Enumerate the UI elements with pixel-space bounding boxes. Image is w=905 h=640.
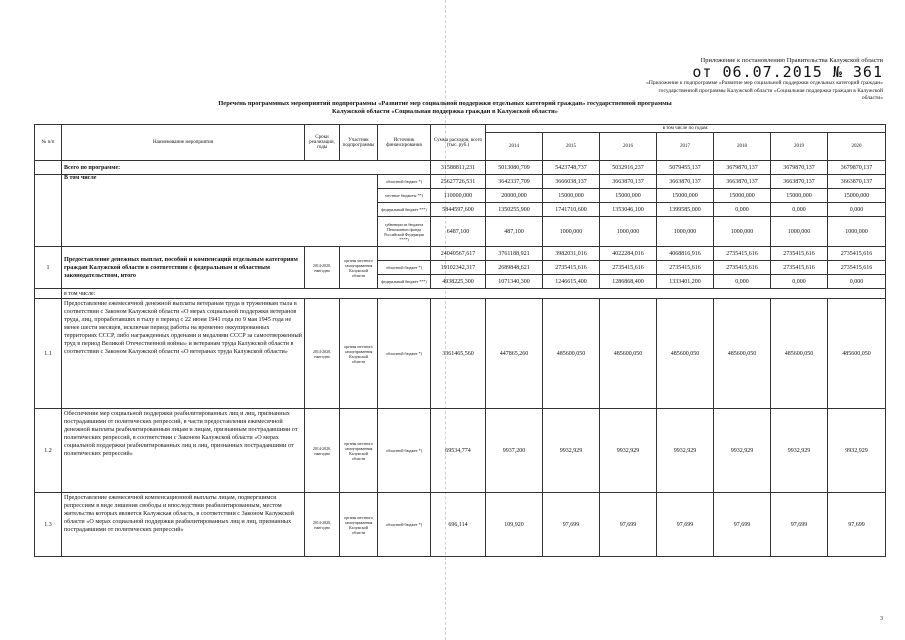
- year-header-2015: 2015: [543, 133, 600, 161]
- item-number: 1: [35, 247, 62, 289]
- total-label: Всего по программе:: [62, 161, 431, 175]
- year-value: 0,000: [771, 203, 828, 217]
- sum-cell: 4938225,300: [431, 275, 486, 289]
- year-value: 0,000: [714, 275, 771, 289]
- year-value: 3663870,137: [828, 175, 886, 189]
- year-value: 2735415,616: [600, 261, 657, 275]
- year-value: 3663870,137: [600, 175, 657, 189]
- year-value: 15000,000: [600, 189, 657, 203]
- year-value: 2735415,616: [543, 261, 600, 275]
- item-terms: 2014-2020, ежегодно: [305, 409, 340, 493]
- year-value: 3679870,137: [771, 161, 828, 175]
- year-value: 1399585,000: [657, 203, 714, 217]
- year-value: 3761188,921: [486, 247, 543, 261]
- year-header-2020: 2020: [828, 133, 886, 161]
- year-value: 5013080,709: [486, 161, 543, 175]
- subitem-row: [35, 409, 886, 493]
- item-name: Предоставление денежных выплат, пособий и компенсаций отдельным категориям граждан Калужской области в соответствии с федеральным и областным законодательством, итого: [62, 247, 305, 289]
- subitem-row: [35, 493, 886, 557]
- source-cell: областной бюджет *): [378, 493, 431, 557]
- sum-cell: 69534,774: [431, 409, 486, 493]
- sum-cell: 3361465,560: [431, 299, 486, 409]
- incl2-label: в том числе:: [62, 289, 886, 299]
- year-value: 485600,050: [714, 299, 771, 409]
- total-sum: 31588811,231: [431, 161, 486, 175]
- item-number: 1.1: [35, 299, 62, 409]
- year-value: 2735415,616: [828, 247, 886, 261]
- year-value: 2735415,616: [657, 261, 714, 275]
- source-cell: областной бюджет *): [378, 299, 431, 409]
- item-participant: органы местного самоуправления Калужской области: [340, 247, 378, 289]
- source-cell: [378, 247, 431, 261]
- subitem-row: [35, 299, 886, 409]
- year-value: 2735415,616: [771, 247, 828, 261]
- year-value: 3982031,016: [543, 247, 600, 261]
- year-value: 97,699: [543, 493, 600, 557]
- year-value: 485600,050: [771, 299, 828, 409]
- year-value: 9937,200: [486, 409, 543, 493]
- document-title: Перечень программных мероприятий подпрограммы «Развитие мер социальной поддержки отдельных категорий граждан» государственной программы Калужской области «Социальная поддержка граждан в Калужской области»: [218, 100, 672, 115]
- year-value: 15000,000: [543, 189, 600, 203]
- year-value: 97,699: [657, 493, 714, 557]
- sum-cell: 25627726,531: [431, 175, 486, 189]
- year-value: 485600,050: [828, 299, 886, 409]
- source-cell: субвенции из бюджета Пенсионного фонда Российской Федерации ****): [378, 217, 431, 247]
- year-header-2018: 2018: [714, 133, 771, 161]
- year-header-2019: 2019: [771, 133, 828, 161]
- programme-table: [34, 124, 886, 557]
- year-value: 15000,000: [714, 189, 771, 203]
- year-value: 447865,260: [486, 299, 543, 409]
- year-value: 97,699: [600, 493, 657, 557]
- year-value: 1246615,400: [543, 275, 600, 289]
- year-value: 3679870,137: [714, 161, 771, 175]
- year-value: 97,699: [771, 493, 828, 557]
- page-number: 3: [880, 616, 883, 622]
- year-value: 15000,000: [771, 189, 828, 203]
- year-value: 3663870,137: [714, 175, 771, 189]
- year-value: 1741710,600: [543, 203, 600, 217]
- cell: [35, 289, 62, 299]
- year-value: 1350255,900: [486, 203, 543, 217]
- year-value: 2735415,616: [714, 261, 771, 275]
- col-total: Сумма расходов, всего (тыс. руб.): [431, 125, 486, 161]
- year-header-2017: 2017: [657, 133, 714, 161]
- col-by-years: в том числе по годам:: [486, 125, 886, 133]
- item-participant: органы местного самоуправления Калужской области: [340, 493, 378, 557]
- year-value: 5423748,737: [543, 161, 600, 175]
- source-cell: областной бюджет *): [378, 261, 431, 275]
- year-value: 15000,000: [657, 189, 714, 203]
- year-value: 3666038,137: [543, 175, 600, 189]
- year-value: 109,920: [486, 493, 543, 557]
- item-name: Предоставление ежемесячной компенсационной выплаты лицам, подвергшимся репрессиям в виде лишения свободы и впоследствии реабилитированным, местом жительства которых является Калужская область, в соответствии с Законом Калужской области «О мерах социальной поддержки реабилитированных лиц и лиц, признанных пострадавшими от политических репрессий»: [62, 493, 305, 557]
- year-value: 1000,000: [543, 217, 600, 247]
- source-cell: федеральный бюджет ***): [378, 275, 431, 289]
- decree-number: от 06.07.2015 № 361: [692, 63, 883, 81]
- year-value: 2735415,616: [828, 261, 886, 275]
- year-value: 1000,000: [600, 217, 657, 247]
- item-participant: органы местного самоуправления Калужской области: [340, 409, 378, 493]
- approval-note: Приложение к постановлению Правительства Калужской области: [700, 57, 883, 64]
- year-value: 485600,050: [657, 299, 714, 409]
- year-value: 1000,000: [714, 217, 771, 247]
- year-value: 15000,000: [828, 189, 886, 203]
- col-num: № п/п: [35, 125, 62, 161]
- year-value: 1000,000: [771, 217, 828, 247]
- incl-label: В том числе: [62, 175, 378, 247]
- item-terms: 2014-2020, ежегодно: [305, 247, 340, 289]
- year-value: 97,699: [828, 493, 886, 557]
- year-value: 1333401,200: [657, 275, 714, 289]
- year-value: 2689848,621: [486, 261, 543, 275]
- source-cell: местные бюджеты **): [378, 189, 431, 203]
- item-participant: органы местного самоуправления Калужской области: [340, 299, 378, 409]
- item-name: Обеспечение мер социальной поддержки реабилитированных лиц и лиц, признанных пострадавшими от политических репрессий, в части предоставления ежемесячной денежной выплаты реабилитированным лицам и лицам, признанным пострадавшими от политических репрессий, в соответствии с Законом Калужской области «О мерах социальной поддержки реабилитированных лиц и лиц, признанных пострадавшими от политических репрессий»: [62, 409, 305, 493]
- year-value: 1000,000: [657, 217, 714, 247]
- source-cell: областной бюджет *): [378, 175, 431, 189]
- col-name: Наименование мероприятия: [62, 125, 305, 161]
- item1-row: [35, 247, 886, 261]
- sum-cell: 110000,000: [431, 189, 486, 203]
- source-cell: областной бюджет *): [378, 409, 431, 493]
- year-value: 4022284,016: [600, 247, 657, 261]
- incl-row: [35, 175, 886, 189]
- year-value: 3663870,137: [771, 175, 828, 189]
- item-terms: 2014-2020, ежегодно: [305, 493, 340, 557]
- item-number: 1.2: [35, 409, 62, 493]
- source-cell: федеральный бюджет ***): [378, 203, 431, 217]
- year-header-2016: 2016: [600, 133, 657, 161]
- year-value: 485600,050: [600, 299, 657, 409]
- year-value: 3679870,137: [828, 161, 886, 175]
- year-value: 9932,929: [543, 409, 600, 493]
- item-terms: 2014-2020, ежегодно: [305, 299, 340, 409]
- year-value: 9932,929: [657, 409, 714, 493]
- year-header-2014: 2014: [486, 133, 543, 161]
- item-number: 1.3: [35, 493, 62, 557]
- appendix-note: «Приложение к подпрограмме «Развитие мер социальной поддержки отдельных категорий граждан» государственной программы Калужской области «Социальная поддержка граждан в Калужской области»: [646, 80, 883, 101]
- year-value: 9932,929: [714, 409, 771, 493]
- year-value: 1000,000: [828, 217, 886, 247]
- sum-cell: 6487,100: [431, 217, 486, 247]
- sum-cell: 5844597,600: [431, 203, 486, 217]
- year-value: 1353046,100: [600, 203, 657, 217]
- year-value: 9932,929: [600, 409, 657, 493]
- year-value: 0,000: [828, 203, 886, 217]
- year-value: 9932,929: [828, 409, 886, 493]
- year-value: 3642337,709: [486, 175, 543, 189]
- year-value: 9932,929: [771, 409, 828, 493]
- cell: [35, 161, 62, 175]
- year-value: 4068816,916: [657, 247, 714, 261]
- year-value: 0,000: [714, 203, 771, 217]
- sum-cell: 24040567,617: [431, 247, 486, 261]
- incl2-row: [35, 289, 886, 299]
- year-value: 97,699: [714, 493, 771, 557]
- year-value: 2735415,616: [714, 247, 771, 261]
- year-value: 0,000: [771, 275, 828, 289]
- year-value: 485600,050: [543, 299, 600, 409]
- sum-cell: 19102342,317: [431, 261, 486, 275]
- year-value: 1286868,400: [600, 275, 657, 289]
- year-value: 5032916,237: [600, 161, 657, 175]
- col-participants: Участник подпрограммы: [340, 125, 378, 161]
- year-value: 5079455,137: [657, 161, 714, 175]
- year-value: 487,100: [486, 217, 543, 247]
- sum-cell: 696,114: [431, 493, 486, 557]
- col-source: Источник финансирования: [378, 125, 431, 161]
- col-terms: Сроки реализации, годы: [305, 125, 340, 161]
- year-value: 0,000: [828, 275, 886, 289]
- year-value: 1071340,300: [486, 275, 543, 289]
- total-row: [35, 161, 886, 175]
- year-value: 2735415,616: [771, 261, 828, 275]
- item-name: Предоставление ежемесячной денежной выплаты ветеранам труда и труженикам тыла в соответствии с Законом Калужской области «О мерах социальной поддержки ветеранов труда, лиц, проработавших в тылу в период с 22 июня 1941 года по 9 мая 1945 года не менее шести месяцев, исключая период работы на временно оккупированных территориях СССР, либо награжденных орденами и медалями СССР за самоотверженный труд в период Великой Отечественной войны» и ветеранам труда Калужской области в соответствии с Законом Калужской области «О ветеранах труда Калужской области»: [62, 299, 305, 409]
- year-value: 20000,000: [486, 189, 543, 203]
- cell: [35, 175, 62, 247]
- year-value: 3663870,137: [657, 175, 714, 189]
